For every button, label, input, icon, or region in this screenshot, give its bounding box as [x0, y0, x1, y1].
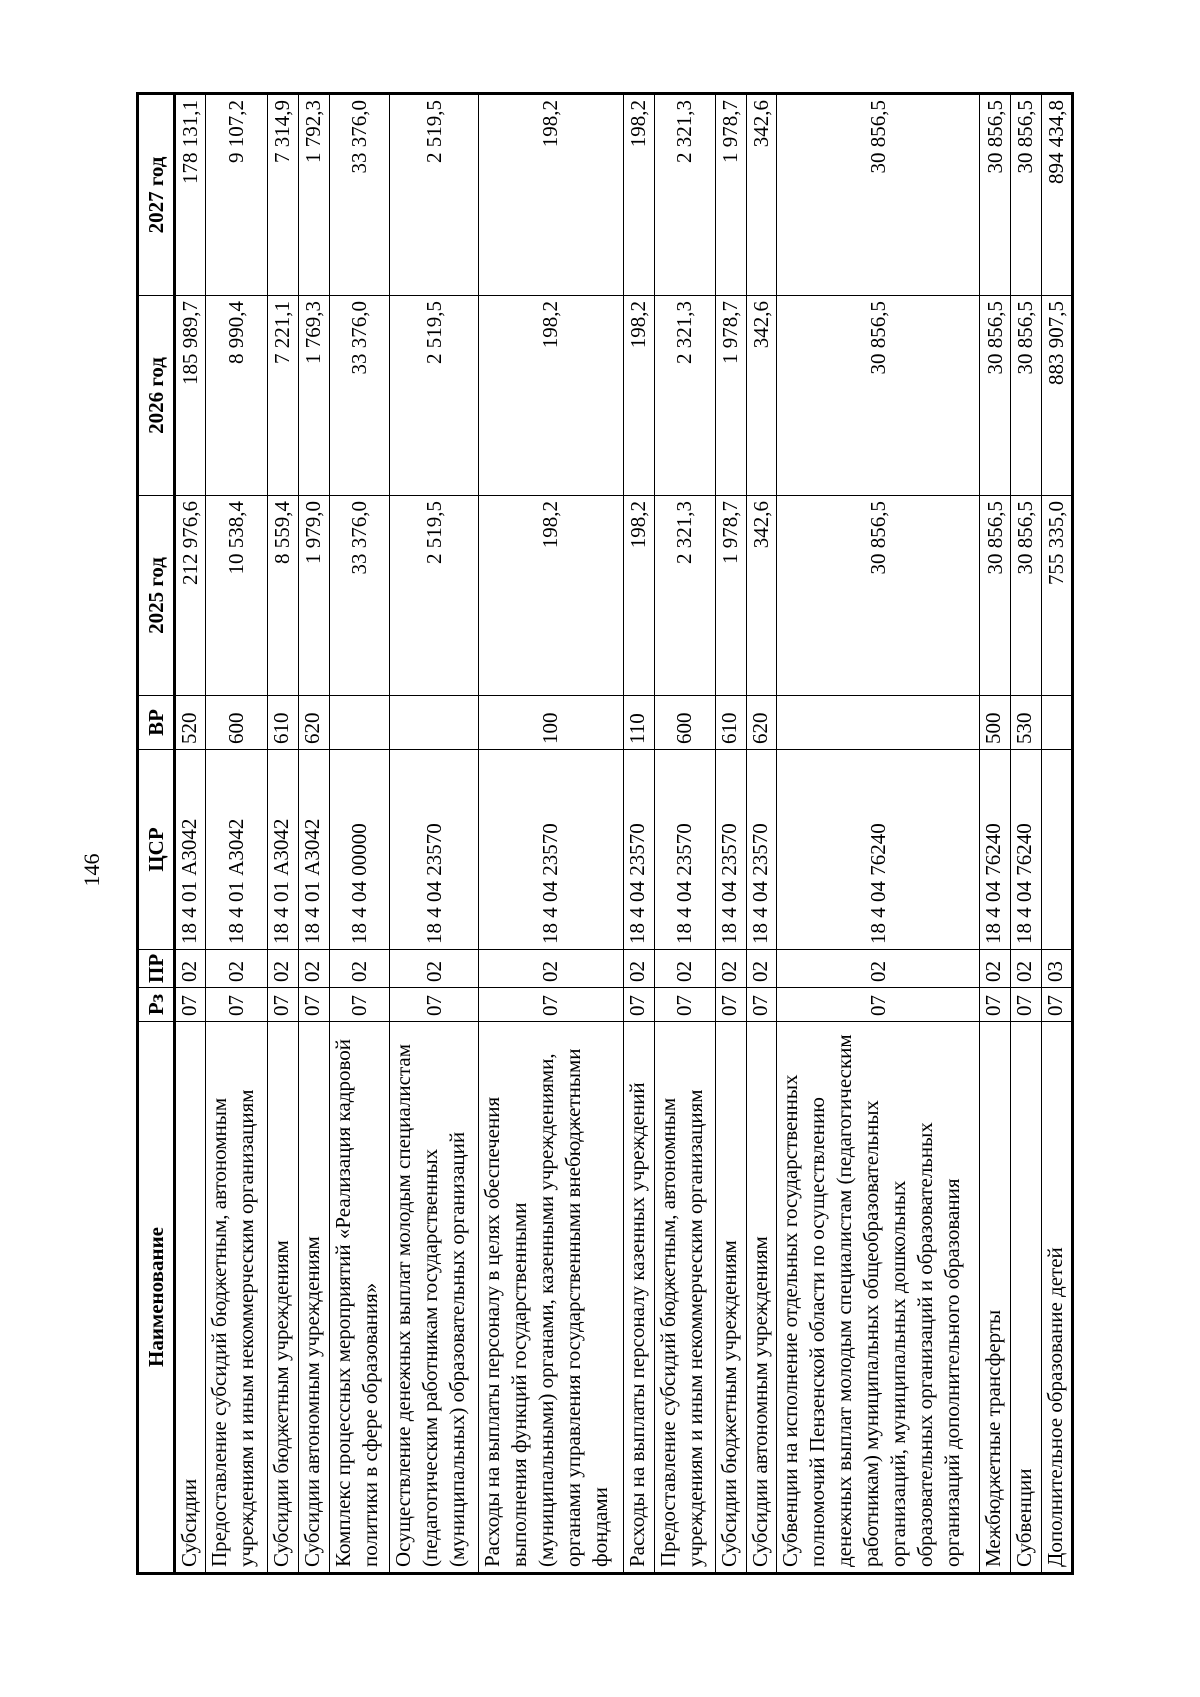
cell-vr	[1041, 696, 1072, 750]
cell-2027: 894 434,8	[1041, 94, 1072, 296]
header-vr: ВР	[138, 696, 175, 750]
cell-pr: 02	[1011, 950, 1042, 988]
cell-pr: 02	[623, 950, 654, 988]
table-row	[298, 94, 329, 1574]
cell-rz: 07	[267, 988, 298, 1022]
cell-2025: 755 335,0	[1041, 496, 1072, 696]
cell-csr: 18 4 01 А3042	[175, 750, 206, 950]
table-row	[715, 94, 746, 1574]
cell-csr: 18 4 04 23570	[390, 750, 479, 950]
cell-rz: 07	[175, 988, 206, 1022]
cell-rz: 07	[746, 988, 777, 1022]
cell-2027: 1 792,3	[298, 94, 329, 296]
cell-2026: 2 519,5	[390, 296, 479, 496]
cell-2026: 30 856,5	[1011, 296, 1042, 496]
header-2025: 2025 год	[138, 496, 175, 696]
cell-name: Дополнительное образование детей	[1041, 1022, 1072, 1574]
table-header-row	[138, 94, 175, 1574]
cell-csr: 18 4 04 00000	[329, 750, 390, 950]
cell-rz: 07	[390, 988, 479, 1022]
cell-pr: 02	[746, 950, 777, 988]
cell-2027: 342,6	[746, 94, 777, 296]
budget-table-rotated	[136, 95, 1074, 1575]
cell-pr: 02	[298, 950, 329, 988]
cell-vr: 530	[1011, 696, 1042, 750]
cell-2025: 30 856,5	[777, 496, 980, 696]
table-row	[777, 94, 980, 1574]
cell-2025: 30 856,5	[980, 496, 1011, 696]
cell-csr: 18 4 04 76240	[777, 750, 980, 950]
header-rz: Рз	[138, 988, 175, 1022]
cell-2027: 2 519,5	[390, 94, 479, 296]
cell-2025: 8 559,4	[267, 496, 298, 696]
cell-2025: 30 856,5	[1011, 496, 1042, 696]
cell-name: Предоставление субсидий бюджетным, автономным учреждениям и иным некоммерческим организациям	[205, 1022, 267, 1574]
cell-rz: 07	[715, 988, 746, 1022]
header-pr: ПР	[138, 950, 175, 988]
cell-vr: 610	[715, 696, 746, 750]
cell-2026: 883 907,5	[1041, 296, 1072, 496]
cell-2026: 1 769,3	[298, 296, 329, 496]
header-2027: 2027 год	[138, 94, 175, 296]
cell-vr	[777, 696, 980, 750]
cell-name: Межбюджетные трансферты	[980, 1022, 1011, 1574]
table-row	[478, 94, 623, 1574]
cell-2025: 2 519,5	[390, 496, 479, 696]
cell-name: Субсидии бюджетным учреждениям	[715, 1022, 746, 1574]
table-row	[623, 94, 654, 1574]
cell-pr: 02	[478, 950, 623, 988]
cell-name: Субсидии автономным учреждениям	[298, 1022, 329, 1574]
cell-pr: 02	[654, 950, 715, 988]
cell-2027: 198,2	[478, 94, 623, 296]
cell-2027: 2 321,3	[654, 94, 715, 296]
cell-csr: 18 4 01 А3042	[267, 750, 298, 950]
cell-csr: 18 4 04 23570	[746, 750, 777, 950]
cell-2025: 1 978,7	[715, 496, 746, 696]
table-row	[390, 94, 479, 1574]
cell-2027: 30 856,5	[777, 94, 980, 296]
cell-2025: 212 976,6	[175, 496, 206, 696]
cell-vr: 520	[175, 696, 206, 750]
cell-2025: 10 538,4	[205, 496, 267, 696]
cell-2026: 1 978,7	[715, 296, 746, 496]
cell-2026: 2 321,3	[654, 296, 715, 496]
cell-csr: 18 4 04 76240	[980, 750, 1011, 950]
cell-name: Расходы на выплаты персоналу казенных учреждений	[623, 1022, 654, 1574]
cell-2027: 9 107,2	[205, 94, 267, 296]
cell-pr: 02	[777, 950, 980, 988]
cell-name: Субвенции на исполнение отдельных государственных полномочий Пензенской области по осуществлению денежных выплат молодым специалистам (педагогическим работникам) муниципальных общеобразовательных организаций, муниципальных дошкольных образовательных организаций и образовательных организаций дополнительного образования	[777, 1022, 980, 1574]
cell-name: Расходы на выплаты персоналу в целях обеспечения выполнения функций государственными (муниципальными) органами, казенными учреждениями, органами управления государственными внебюджетными фондами	[478, 1022, 623, 1574]
cell-pr: 02	[329, 950, 390, 988]
cell-csr: 18 4 04 23570	[715, 750, 746, 950]
cell-vr: 600	[205, 696, 267, 750]
cell-pr: 02	[980, 950, 1011, 988]
cell-rz: 07	[478, 988, 623, 1022]
cell-2027: 7 314,9	[267, 94, 298, 296]
cell-2026: 8 990,4	[205, 296, 267, 496]
budget-table	[136, 92, 1074, 1575]
table-row	[1011, 94, 1042, 1574]
cell-rz: 07	[1011, 988, 1042, 1022]
cell-2027: 33 376,0	[329, 94, 390, 296]
cell-csr: 18 4 04 23570	[654, 750, 715, 950]
cell-2025: 342,6	[746, 496, 777, 696]
cell-name: Субсидии бюджетным учреждениям	[267, 1022, 298, 1574]
cell-csr: 18 4 04 23570	[478, 750, 623, 950]
cell-name: Предоставление субсидий бюджетным, автономным учреждениям и иным некоммерческим организациям	[654, 1022, 715, 1574]
cell-2025: 198,2	[623, 496, 654, 696]
cell-vr	[390, 696, 479, 750]
cell-name: Субвенции	[1011, 1022, 1042, 1574]
cell-vr: 100	[478, 696, 623, 750]
cell-2027: 198,2	[623, 94, 654, 296]
cell-rz: 07	[1041, 988, 1072, 1022]
cell-pr: 02	[390, 950, 479, 988]
page-number: 146	[79, 853, 104, 887]
cell-vr: 600	[654, 696, 715, 750]
cell-csr: 18 4 01 А3042	[298, 750, 329, 950]
cell-pr: 02	[715, 950, 746, 988]
cell-pr: 03	[1041, 950, 1072, 988]
cell-pr: 02	[267, 950, 298, 988]
cell-rz: 07	[777, 988, 980, 1022]
cell-2026: 342,6	[746, 296, 777, 496]
cell-name: Субсидии автономным учреждениям	[746, 1022, 777, 1574]
cell-2027: 178 131,1	[175, 94, 206, 296]
cell-vr: 610	[267, 696, 298, 750]
cell-vr: 500	[980, 696, 1011, 750]
table-row	[654, 94, 715, 1574]
cell-vr: 620	[298, 696, 329, 750]
cell-2026: 30 856,5	[777, 296, 980, 496]
cell-2027: 30 856,5	[980, 94, 1011, 296]
cell-2026: 185 989,7	[175, 296, 206, 496]
cell-2026: 198,2	[478, 296, 623, 496]
cell-2025: 1 979,0	[298, 496, 329, 696]
cell-2027: 30 856,5	[1011, 94, 1042, 296]
cell-2025: 198,2	[478, 496, 623, 696]
cell-vr: 620	[746, 696, 777, 750]
cell-rz: 07	[654, 988, 715, 1022]
table-row	[329, 94, 390, 1574]
cell-rz: 07	[623, 988, 654, 1022]
cell-2025: 33 376,0	[329, 496, 390, 696]
cell-2026: 7 221,1	[267, 296, 298, 496]
cell-vr	[329, 696, 390, 750]
cell-pr: 02	[205, 950, 267, 988]
cell-rz: 07	[980, 988, 1011, 1022]
table-row	[980, 94, 1011, 1574]
cell-pr: 02	[175, 950, 206, 988]
cell-name: Субсидии	[175, 1022, 206, 1574]
cell-csr: 18 4 04 76240	[1011, 750, 1042, 950]
table-row	[175, 94, 206, 1574]
cell-2025: 2 321,3	[654, 496, 715, 696]
cell-2026: 33 376,0	[329, 296, 390, 496]
cell-name: Комплекс процессных мероприятий «Реализация кадровой политики в сфере образования»	[329, 1022, 390, 1574]
cell-csr: 18 4 04 23570	[623, 750, 654, 950]
cell-rz: 07	[329, 988, 390, 1022]
cell-name: Осуществление денежных выплат молодым специалистам (педагогическим работникам государственных (муниципальных) образовательных организаций	[390, 1022, 479, 1574]
table-row	[267, 94, 298, 1574]
table-row	[746, 94, 777, 1574]
table-row	[205, 94, 267, 1574]
cell-csr: 18 4 01 А3042	[205, 750, 267, 950]
cell-2027: 1 978,7	[715, 94, 746, 296]
cell-csr	[1041, 750, 1072, 950]
cell-rz: 07	[298, 988, 329, 1022]
cell-2026: 198,2	[623, 296, 654, 496]
cell-rz: 07	[205, 988, 267, 1022]
header-csr: ЦСР	[138, 750, 175, 950]
table-row	[1041, 94, 1072, 1574]
header-name: Наименование	[138, 1022, 175, 1574]
cell-vr: 110	[623, 696, 654, 750]
cell-2026: 30 856,5	[980, 296, 1011, 496]
header-2026: 2026 год	[138, 296, 175, 496]
